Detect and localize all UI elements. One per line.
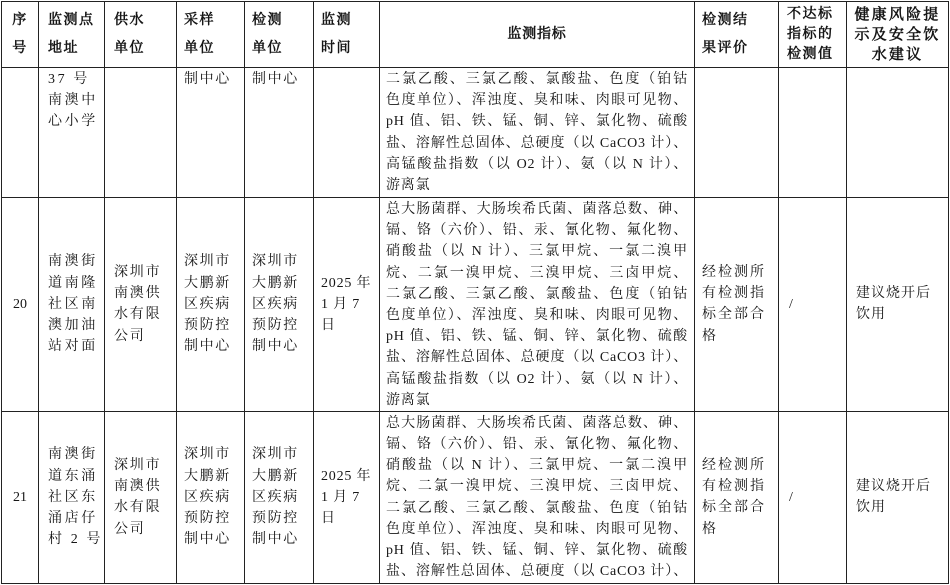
cell-line: 日 xyxy=(321,510,336,526)
cell-line: 高锰酸盐指数（以 O2 计）、氨（以 N 计）、 xyxy=(386,156,688,172)
cell-line: 色度单位）、浑浊度、臭和味、肉眼可见物、 xyxy=(386,521,688,537)
cell-line: 采样 xyxy=(184,12,215,28)
cell-address xyxy=(39,198,105,412)
cell-line: 南澳街 xyxy=(48,254,98,270)
cell-line: 时间 xyxy=(321,40,352,56)
table-row xyxy=(2,198,949,412)
cell-address xyxy=(39,68,105,198)
cell-line: 监测点 xyxy=(48,12,95,28)
cell-line: 饮用 xyxy=(856,307,886,323)
header-sampler xyxy=(177,2,245,68)
table-header xyxy=(2,2,949,68)
water-quality-monitoring-table xyxy=(1,1,949,584)
cell-line: 预防控 xyxy=(184,510,231,526)
cell-line: pH 值、铝、铁、锰、铜、锌、氯化物、硫酸 xyxy=(386,543,688,558)
cell-line: 指标的 xyxy=(787,26,834,42)
cell-line: 检测 xyxy=(252,12,283,28)
cell-line: 镉、铬（六价）、铅、汞、氰化物、氟化物、 xyxy=(386,223,688,239)
cell-evaluation xyxy=(695,198,779,412)
cell-line: 建议烧开后 xyxy=(856,479,931,495)
cell-line: 总大肠菌群、大肠埃希氏菌、菌落总数、砷、 xyxy=(386,415,688,431)
cell-line: 色度单位）、浑浊度、臭和味、肉眼可见物、 xyxy=(386,93,688,109)
cell-line: 单位 xyxy=(114,40,145,56)
table-row xyxy=(2,68,949,198)
cell-line: 大鹏新 xyxy=(184,275,231,291)
header-failed-values xyxy=(779,2,847,68)
cell-index xyxy=(2,68,39,198)
cell-line: 制中心 xyxy=(184,532,231,548)
cell-line: 检测结 xyxy=(702,12,749,28)
cell-line: 日 xyxy=(321,318,336,334)
cell-line: 二氯乙酸、三氯乙酸、氯酸盐、色度（铂钴 xyxy=(386,72,688,87)
cell-sampler xyxy=(177,68,245,198)
cell-line: 制中心 xyxy=(184,72,231,87)
cell-line: 水有限 xyxy=(114,500,162,516)
cell-indicators xyxy=(380,198,695,412)
cell-failed-values xyxy=(779,411,847,583)
cell-line: 预防控 xyxy=(252,318,299,334)
cell-line: 1 月 7 xyxy=(321,296,360,312)
cell-line: 饮用 xyxy=(856,500,886,516)
cell-line: 大鹏新 xyxy=(252,275,299,291)
cell-line: 格 xyxy=(702,328,718,344)
cell-line: 大鹏新 xyxy=(184,468,231,484)
cell-line: 监测 xyxy=(321,12,352,28)
cell-indicators xyxy=(380,68,695,198)
cell-line: 水有限 xyxy=(114,307,162,323)
cell-advice xyxy=(847,68,949,198)
cell-line: 大鹏新 xyxy=(252,468,299,484)
cell-line: 站对面 xyxy=(48,339,98,355)
cell-line: 21 xyxy=(13,489,27,505)
cell-line: 序 xyxy=(12,12,28,28)
cell-line: 检测值 xyxy=(787,46,834,62)
header-evaluation xyxy=(695,2,779,68)
cell-line: 区疾病 xyxy=(184,296,231,312)
cell-line: 制中心 xyxy=(184,339,231,355)
cell-line: 深圳市 xyxy=(252,447,299,463)
cell-line: 区疾病 xyxy=(184,489,231,505)
cell-line: 深圳市 xyxy=(114,458,162,473)
cell-line: 烷、二氯一溴甲烷、三溴甲烷、三卤甲烷、 xyxy=(386,265,688,281)
cell-line: 涌店仔 xyxy=(48,510,98,526)
cell-line: 有检测指 xyxy=(702,286,766,302)
cell-line: 经检测所 xyxy=(702,458,766,473)
cell-line: 号 xyxy=(12,40,28,56)
cell-line: / xyxy=(789,489,793,505)
cell-line: 盐、溶解性总固体、总硬度（以 CaCO3 计）、 xyxy=(386,564,688,580)
cell-line: 色度单位）、浑浊度、臭和味、肉眼可见物、 xyxy=(386,307,688,323)
cell-tester xyxy=(245,68,314,198)
cell-time xyxy=(314,411,380,583)
header-indicators xyxy=(380,2,695,68)
cell-line: 单位 xyxy=(184,40,215,56)
cell-line: 标全部合 xyxy=(702,500,766,516)
cell-line: 单位 xyxy=(252,40,283,56)
cell-line: 深圳市 xyxy=(114,265,162,281)
cell-sampler xyxy=(177,411,245,583)
header-index xyxy=(2,2,39,68)
cell-line: 游离氯 xyxy=(386,392,431,408)
cell-line: 公司 xyxy=(114,328,146,344)
cell-address xyxy=(39,411,105,583)
cell-evaluation xyxy=(695,68,779,198)
cell-line: 预防控 xyxy=(184,318,231,334)
cell-line: 建议烧开后 xyxy=(856,286,931,302)
cell-line: 示及安全饮 xyxy=(854,26,941,43)
cell-line: 20 xyxy=(13,296,27,312)
header-supplier xyxy=(105,2,177,68)
cell-line: pH 值、铝、铁、锰、铜、锌、氯化物、硫酸 xyxy=(386,329,688,345)
cell-line: 深圳市 xyxy=(184,447,231,463)
cell-line: 地址 xyxy=(48,40,79,56)
cell-line: 心小学 xyxy=(48,114,98,130)
cell-line: 南澳供 xyxy=(114,479,162,495)
cell-index xyxy=(2,411,39,583)
cell-time xyxy=(314,68,380,198)
cell-line: 镉、铬（六价）、铅、汞、氰化物、氟化物、 xyxy=(386,437,688,453)
table-body xyxy=(2,68,949,584)
cell-line: 硝酸盐（以 N 计）、三氯甲烷、一氯二溴甲 xyxy=(386,244,688,260)
cell-line: 2025 年 xyxy=(321,468,372,484)
cell-line: 二氯乙酸、三氯乙酸、氯酸盐、色度（铂钴 xyxy=(386,286,688,302)
cell-line: 制中心 xyxy=(252,532,299,548)
cell-line: 总大肠菌群、大肠埃希氏菌、菌落总数、砷、 xyxy=(386,202,688,217)
cell-line: 37 号 xyxy=(48,72,90,87)
cell-line: 深圳市 xyxy=(184,254,231,270)
cell-line: 二氯乙酸、三氯乙酸、氯酸盐、色度（铂钴 xyxy=(386,500,688,516)
cell-line: 不达标 xyxy=(787,6,834,22)
cell-line: 制中心 xyxy=(252,72,299,87)
cell-supplier xyxy=(105,411,177,583)
header-address xyxy=(39,2,105,68)
cell-line: 水建议 xyxy=(871,46,924,63)
cell-time xyxy=(314,198,380,412)
cell-line: 道南隆 xyxy=(48,275,98,291)
cell-line: 高锰酸盐指数（以 O2 计）、氨（以 N 计）、 xyxy=(386,371,688,387)
cell-supplier xyxy=(105,68,177,198)
cell-tester xyxy=(245,198,314,412)
cell-advice xyxy=(847,198,949,412)
cell-line: 区疾病 xyxy=(252,489,299,505)
table-header-row xyxy=(2,2,949,68)
table-row xyxy=(2,411,949,583)
cell-indicators xyxy=(380,411,695,583)
cell-line: 公司 xyxy=(114,521,146,537)
cell-line: 2025 年 xyxy=(321,275,372,291)
cell-line: 社区南 xyxy=(48,296,98,312)
cell-line: 南澳供 xyxy=(114,286,162,302)
cell-line: 制中心 xyxy=(252,339,299,355)
cell-supplier xyxy=(105,198,177,412)
header-time xyxy=(314,2,380,68)
cell-tester xyxy=(245,411,314,583)
cell-advice xyxy=(847,411,949,583)
cell-line: 南澳中 xyxy=(48,93,98,109)
cell-line: 有检测指 xyxy=(702,479,766,495)
cell-line: 南澳街 xyxy=(48,447,98,463)
cell-line: 区疾病 xyxy=(252,296,299,312)
cell-sampler xyxy=(177,198,245,412)
cell-line: 澳加油 xyxy=(48,318,98,334)
cell-line: 社区东 xyxy=(48,489,98,505)
cell-line: 标全部合 xyxy=(702,307,766,323)
cell-line: 盐、溶解性总固体、总硬度（以 CaCO3 计）、 xyxy=(386,350,688,366)
cell-line: 供水 xyxy=(114,12,145,28)
cell-line: 游离氯 xyxy=(386,177,431,193)
cell-line: / xyxy=(789,296,793,312)
cell-line: 1 月 7 xyxy=(321,489,360,505)
cell-line: 盐、溶解性总固体、总硬度（以 CaCO3 计）、 xyxy=(386,135,688,151)
cell-line: 健康风险提 xyxy=(854,6,941,23)
header-advice xyxy=(847,2,949,68)
cell-line: 格 xyxy=(702,521,718,537)
cell-line: 村 2 号 xyxy=(48,532,103,548)
cell-failed-values xyxy=(779,68,847,198)
cell-line: 预防控 xyxy=(252,510,299,526)
cell-line: pH 值、铝、铁、锰、铜、锌、氯化物、硫酸 xyxy=(386,114,688,130)
cell-line: 监测指标 xyxy=(507,26,567,42)
cell-line: 深圳市 xyxy=(252,254,299,270)
cell-evaluation xyxy=(695,411,779,583)
cell-index xyxy=(2,198,39,412)
cell-line: 果评价 xyxy=(702,40,749,56)
cell-line: 烷、二氯一溴甲烷、三溴甲烷、三卤甲烷、 xyxy=(386,479,688,495)
cell-line: 经检测所 xyxy=(702,265,766,281)
header-tester xyxy=(245,2,314,68)
cell-line: 道东涌 xyxy=(48,468,98,484)
cell-line: 硝酸盐（以 N 计）、三氯甲烷、一氯二溴甲 xyxy=(386,458,688,474)
cell-failed-values xyxy=(779,198,847,412)
